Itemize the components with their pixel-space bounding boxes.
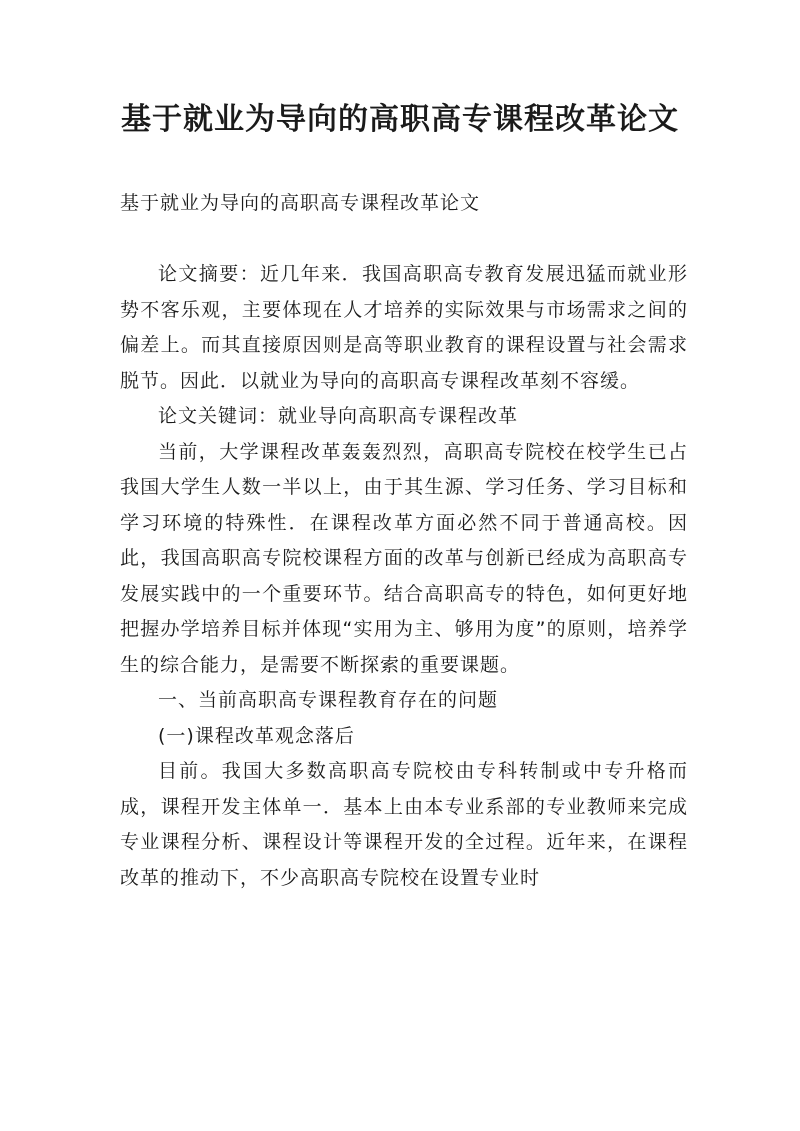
document-subtitle: 基于就业为导向的高职高专课程改革论文 <box>120 192 481 214</box>
keywords-paragraph: 论文关键词：就业导向高职高专课程改革 <box>158 405 519 427</box>
document-title: 基于就业为导向的高职高专课程改革论文 <box>121 102 679 137</box>
body-paragraph: 目前。我国大多数高职高专院校由专科转制或中专升格而成，课程开发主体单一．基本上由本专业系部的专业教师来完成专业课程分析、课程设计等课程开发的全过程。近年来，在课程改革的推动下，不少高职高专院校在设置专业时 <box>120 760 688 889</box>
abstract-paragraph: 论文摘要：近几年来．我国高职高专教育发展迅猛而就业形势不客乐观，主要体现在人才培养的实际效果与市场需求之间的偏差上。而其直接原因则是高等职业教育的课程设置与社会需求脱节。因此．以就业为导向的高职高专课程改革刻不容缓。 <box>120 263 688 392</box>
document-body <box>120 257 688 896</box>
section-heading: 一、当前高职高专课程教育存在的问题 <box>158 689 499 711</box>
subsection-heading: (一)课程改革观念落后 <box>158 724 355 747</box>
intro-paragraph: 当前，大学课程改革轰轰烈烈，高职高专院校在校学生已占我国大学生人数一半以上，由于其生源、学习任务、学习目标和学习环境的特殊性．在课程改革方面必然不同于普通高校。因此，我国高职高专院校课程方面的改革与创新已经成为高职高专发展实践中的一个重要环节。结合高职高专的特色，如何更好地把握办学培养目标并体现“实用为主、够用为度”的原则，培养学生的综合能力，是需要不断探索的重要课题。 <box>120 440 688 676</box>
